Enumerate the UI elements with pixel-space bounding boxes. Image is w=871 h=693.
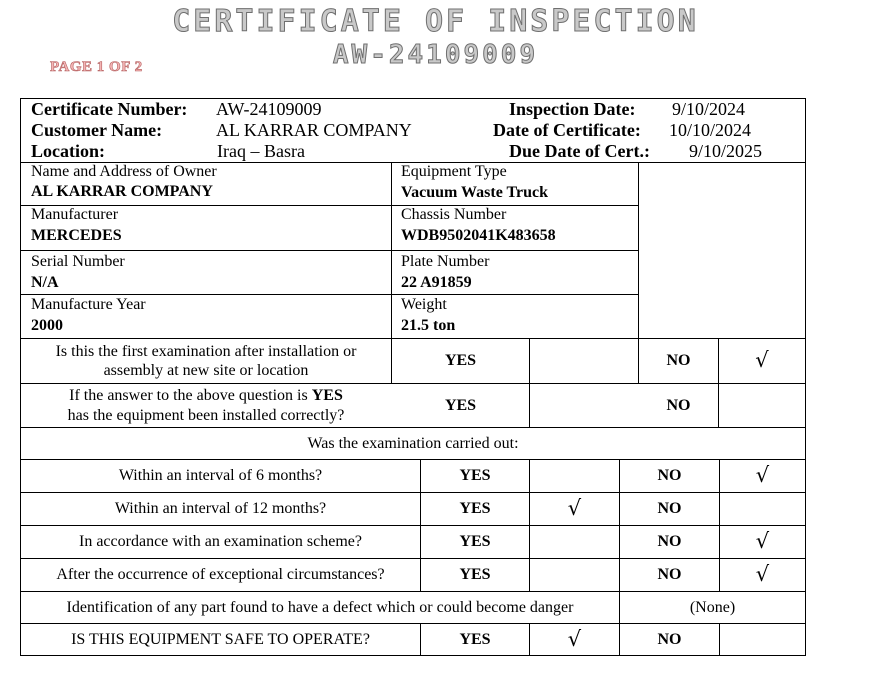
exceptional-no: NO	[657, 566, 682, 584]
chassis-number-label: Chassis Number	[401, 206, 507, 223]
location-value: Iraq – Basra	[217, 141, 305, 161]
interval-6-no-check: √	[755, 463, 770, 488]
exceptional-no-check: √	[755, 562, 770, 587]
serial-number-value: N/A	[31, 274, 59, 291]
interval-12-yes: YES	[459, 500, 491, 518]
equipment-type-label: Equipment Type	[401, 163, 507, 180]
chassis-number-value: WDB9502041K483658	[401, 227, 556, 244]
weight-value: 21.5 ton	[401, 317, 456, 334]
inspection-date-value: 9/10/2024	[672, 99, 746, 119]
installed-line1	[69, 386, 343, 405]
installed-line1-yes: YES	[311, 387, 343, 405]
page-indicator: PAGE 1 OF 2	[50, 59, 143, 75]
certificate-date-label: Date of Certificate:	[493, 120, 641, 140]
interval-12-question: Within an interval of 12 months?	[114, 500, 327, 518]
safe-yes: YES	[459, 630, 491, 648]
plate-number-value: 22 A91859	[401, 274, 472, 291]
interval-12-no: NO	[657, 500, 682, 518]
due-date-value: 9/10/2025	[689, 141, 763, 161]
due-date-label: Due Date of Cert.:	[509, 141, 650, 161]
first-exam-no: NO	[666, 352, 691, 370]
scheme-yes: YES	[459, 533, 491, 551]
manufacturer-label: Manufacturer	[31, 206, 119, 223]
first-exam-question	[21, 339, 391, 383]
customer-name-value: AL KARRAR COMPANY	[216, 120, 412, 140]
first-exam-no-check: √	[755, 348, 769, 373]
plate-number-label: Plate Number	[401, 253, 490, 270]
scheme-no-check: √	[755, 529, 770, 554]
customer-name-label: Customer Name:	[31, 120, 163, 140]
interval-6-question: Within an interval of 6 months?	[118, 467, 323, 485]
installed-line2: has the equipment been installed correctly?	[67, 406, 345, 424]
interval-6-no: NO	[657, 467, 682, 485]
equipment-type-value: Vacuum Waste Truck	[401, 184, 548, 201]
certificate-date-value: 10/10/2024	[669, 120, 752, 140]
owner-value: AL KARRAR COMPANY	[31, 183, 213, 200]
scheme-question: In accordance with an examination scheme?	[79, 533, 362, 551]
manufacture-year-label: Manufacture Year	[31, 296, 146, 313]
location-label: Location:	[31, 141, 105, 161]
interval-12-yes-check: √	[567, 496, 582, 521]
first-exam-line2: assembly at new site or location	[103, 362, 309, 379]
interval-6-yes: YES	[459, 467, 491, 485]
inspection-date-label: Inspection Date:	[509, 99, 636, 119]
installed-line1-text: If the answer to the above question is	[69, 387, 312, 405]
manufacturer-value: MERCEDES	[31, 227, 122, 244]
safe-question: IS THIS EQUIPMENT SAFE TO OPERATE?	[71, 630, 370, 648]
defect-answer: (None)	[689, 598, 736, 616]
certificate-code-heading: AW-24109009	[332, 40, 539, 70]
carried-out-heading: Was the examination carried out:	[307, 434, 519, 452]
defect-question: Identification of any part found to have a defect which or could become danger	[66, 598, 574, 616]
first-exam-yes: YES	[444, 352, 477, 370]
cert-number-value: AW-24109009	[216, 99, 322, 119]
owner-label: Name and Address of Owner	[31, 163, 217, 180]
weight-label: Weight	[401, 296, 447, 313]
safe-yes-check: √	[567, 626, 582, 651]
manufacture-year-value: 2000	[31, 317, 63, 334]
scheme-no: NO	[657, 533, 682, 551]
installed-question	[21, 384, 391, 427]
safe-no: NO	[657, 630, 682, 648]
serial-number-label: Serial Number	[31, 253, 125, 270]
certificate-title: CERTIFICATE OF INSPECTION	[172, 4, 699, 39]
exceptional-question: After the occurrence of exceptional circumstances?	[56, 566, 385, 584]
installed-yes: YES	[444, 396, 477, 414]
first-exam-line1: Is this the first examination after installation or	[55, 342, 357, 360]
installed-no: NO	[666, 396, 691, 414]
cert-number-label: Certificate Number:	[31, 99, 188, 119]
exceptional-yes: YES	[459, 566, 491, 584]
